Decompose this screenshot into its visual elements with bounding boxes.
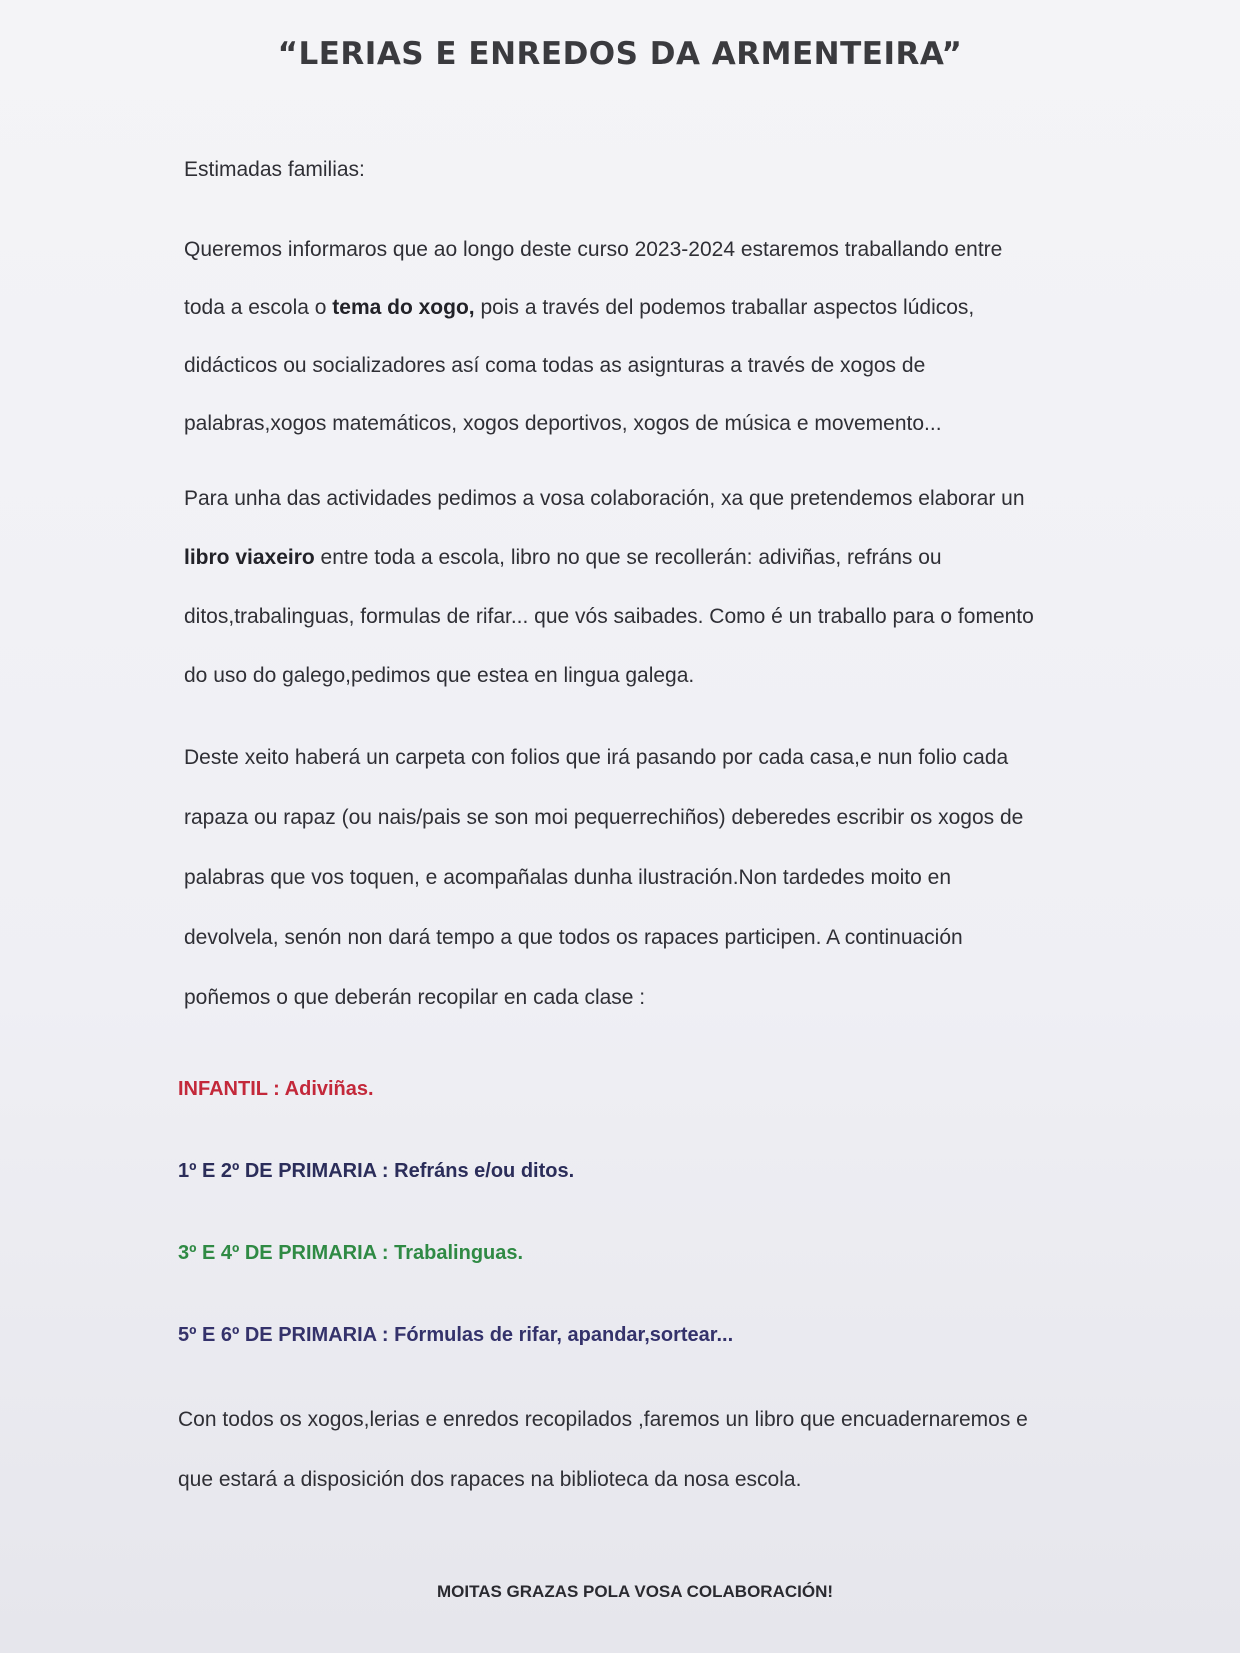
class-primaria-5-6: 5º E 6º DE PRIMARIA : Fórmulas de rifar, apandar,sortear...	[178, 1324, 734, 1346]
bold-phrase-tema-do-xogo: tema do xogo,	[332, 296, 475, 319]
paragraph-2-line-3: ditos,trabalinguas, formulas de rifar... que vós saibades. Como é un traballo para o fomento	[184, 605, 1034, 628]
greeting: Estimadas familias:	[184, 158, 365, 181]
paragraph-3-line-5: poñemos o que deberán recopilar en cada clase :	[184, 986, 646, 1009]
paragraph-3-line-1: Deste xeito haberá un carpeta con folios que irá pasando por cada casa,e nun folio cada	[184, 746, 1009, 769]
paragraph-4-line-2: que estará a disposición dos rapaces na biblioteca da nosa escola.	[178, 1468, 802, 1491]
text-run: toda a escola o	[184, 296, 333, 319]
paragraph-3-line-2: rapaza ou rapaz (ou nais/pais se son moi pequerrechiños) deberedes escribir os xogos de	[184, 806, 1024, 829]
class-primaria-3-4: 3º E 4º DE PRIMARIA : Trabalinguas.	[178, 1242, 524, 1264]
paragraph-4-line-1: Con todos os xogos,lerias e enredos recopilados ,faremos un libro que encuadernaremos e	[178, 1408, 1028, 1431]
paragraph-2-line-4: do uso do galego,pedimos que estea en lingua galega.	[184, 664, 695, 687]
text-run: pois a través del podemos traballar aspectos lúdicos,	[474, 296, 975, 319]
document-title: “LERIAS E ENREDOS DA ARMENTEIRA”	[277, 36, 963, 72]
closing-thanks: MOITAS GRAZAS POLA VOSA COLABORACIÓN!	[436, 1582, 834, 1601]
paragraph-3-line-3: palabras que vos toquen, e acompañalas dunha ilustración.Non tardedes moito en	[184, 866, 952, 889]
paragraph-1-line-3: didácticos ou socializadores así coma todas as asignturas a través de xogos de	[184, 354, 926, 377]
paragraph-1-line-1: Queremos informaros que ao longo deste curso 2023-2024 estaremos traballando entre	[184, 238, 1003, 261]
text-run: entre toda a escola, libro no que se recollerán: adiviñas, refráns ou	[314, 546, 942, 569]
paragraph-1-line-4: palabras,xogos matemáticos, xogos deportivos, xogos de música e movemento...	[184, 412, 942, 435]
paragraph-1-line-2	[184, 296, 974, 320]
class-primaria-1-2: 1º E 2º DE PRIMARIA : Refráns e/ou ditos.	[178, 1160, 575, 1182]
paragraph-2-line-1: Para unha das actividades pedimos a vosa colaboración, xa que pretendemos elaborar un	[184, 487, 1025, 510]
paragraph-3-line-4: devolvela, senón non dará tempo a que todos os rapaces participen. A continuación	[184, 926, 963, 949]
class-infantil: INFANTIL : Adiviñas.	[178, 1078, 374, 1100]
bold-phrase-libro-viaxeiro: libro viaxeiro	[184, 546, 315, 569]
paragraph-2-line-2	[184, 546, 942, 570]
